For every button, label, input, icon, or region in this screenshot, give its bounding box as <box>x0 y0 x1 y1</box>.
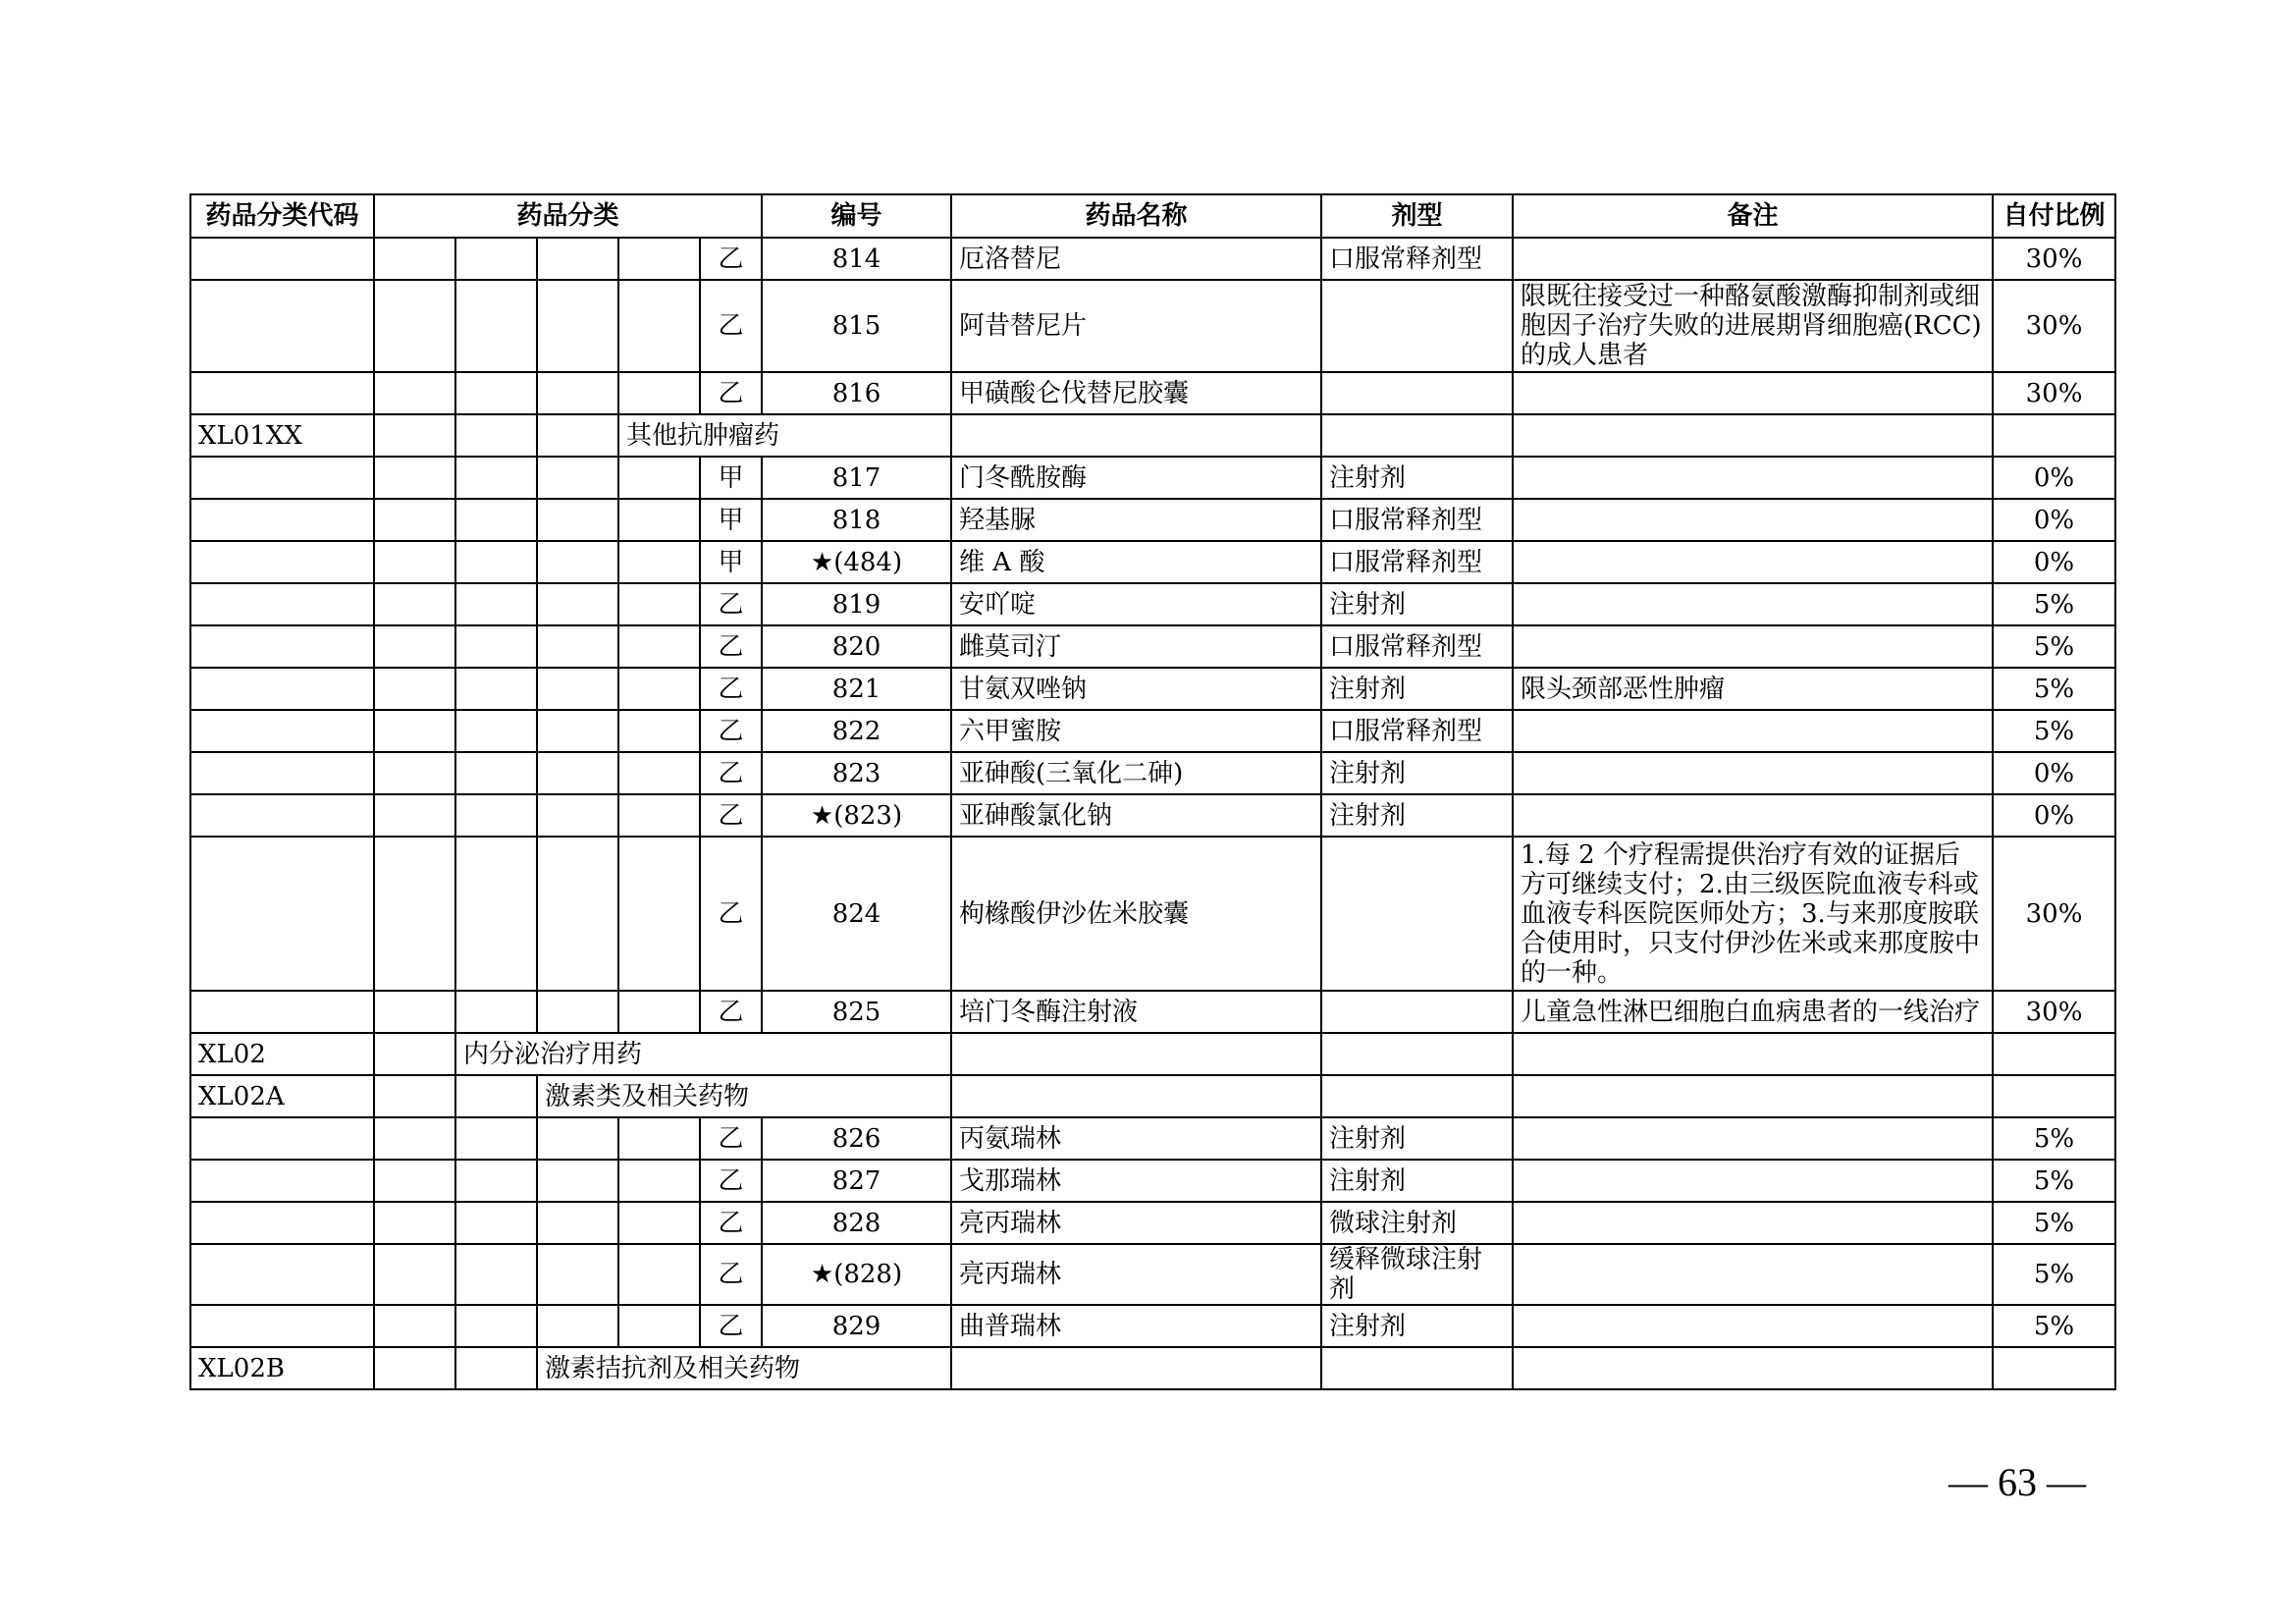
drug-row <box>190 1305 2115 1347</box>
category-code-cell <box>190 1160 374 1202</box>
self-pay-ratio-cell <box>1993 414 2115 457</box>
grade-cell: 乙 <box>700 752 762 794</box>
category-code-cell <box>190 280 374 372</box>
self-pay-ratio-cell: 5% <box>1993 1244 2115 1305</box>
category-level-cell <box>537 1244 618 1305</box>
drug-number-cell: 823 <box>762 752 951 794</box>
drug-name-cell: 羟基脲 <box>951 499 1321 541</box>
category-code-cell <box>190 752 374 794</box>
drug-row <box>190 541 2115 583</box>
category-label-cell: 其他抗肿瘤药 <box>618 414 951 457</box>
category-level-cell <box>374 1347 455 1389</box>
note-cell <box>1513 1244 1993 1305</box>
note-cell <box>1513 238 1993 280</box>
dosage-form-cell <box>1321 414 1513 457</box>
dosage-form-cell: 注射剂 <box>1321 794 1513 837</box>
dosage-form-cell <box>1321 837 1513 991</box>
category-level-cell <box>618 238 700 280</box>
self-pay-ratio-cell: 0% <box>1993 541 2115 583</box>
category-level-cell <box>618 752 700 794</box>
self-pay-ratio-cell: 5% <box>1993 625 2115 668</box>
category-level-cell <box>374 583 455 625</box>
self-pay-ratio-cell: 30% <box>1993 837 2115 991</box>
drug-number-cell: ★(823) <box>762 794 951 837</box>
category-code-cell <box>190 457 374 499</box>
self-pay-ratio-cell: 0% <box>1993 499 2115 541</box>
category-level-cell <box>537 1160 618 1202</box>
category-level-cell <box>374 372 455 414</box>
self-pay-ratio-cell: 5% <box>1993 1117 2115 1160</box>
note-cell <box>1513 794 1993 837</box>
grade-cell: 甲 <box>700 541 762 583</box>
dosage-form-cell: 注射剂 <box>1321 457 1513 499</box>
category-level-cell <box>618 1160 700 1202</box>
category-code-cell <box>190 238 374 280</box>
self-pay-ratio-cell: 5% <box>1993 583 2115 625</box>
grade-cell: 甲 <box>700 457 762 499</box>
category-level-cell <box>374 1305 455 1347</box>
category-level-cell <box>455 280 537 372</box>
self-pay-ratio-cell: 0% <box>1993 752 2115 794</box>
drug-name-cell: 阿昔替尼片 <box>951 280 1321 372</box>
category-code-cell <box>190 499 374 541</box>
grade-cell: 甲 <box>700 499 762 541</box>
grade-cell: 乙 <box>700 280 762 372</box>
category-code-cell <box>190 794 374 837</box>
grade-cell: 乙 <box>700 238 762 280</box>
drug-name-cell: 亚砷酸氯化钠 <box>951 794 1321 837</box>
category-level-cell <box>618 1202 700 1244</box>
category-level-cell <box>455 991 537 1033</box>
category-level-cell <box>537 752 618 794</box>
drug-row <box>190 837 2115 991</box>
category-level-cell <box>374 499 455 541</box>
note-cell <box>1513 625 1993 668</box>
drug-row <box>190 1202 2115 1244</box>
category-level-cell <box>374 794 455 837</box>
category-code-cell <box>190 710 374 752</box>
category-level-cell <box>374 280 455 372</box>
category-level-cell <box>455 372 537 414</box>
drug-row <box>190 752 2115 794</box>
drug-number-cell: 815 <box>762 280 951 372</box>
dosage-form-cell <box>1321 1033 1513 1075</box>
grade-cell: 乙 <box>700 1202 762 1244</box>
category-level-cell <box>374 837 455 991</box>
note-cell <box>1513 1305 1993 1347</box>
category-level-cell <box>537 414 618 457</box>
category-code-cell: XL01XX <box>190 414 374 457</box>
drug-number-cell: 827 <box>762 1160 951 1202</box>
category-level-cell <box>455 1117 537 1160</box>
category-level-cell <box>537 280 618 372</box>
dosage-form-cell <box>1321 1347 1513 1389</box>
note-cell: 1.每 2 个疗程需提供治疗有效的证据后方可继续支付；2.由三级医院血液专科或血液专科医院医师处方；3.与来那度胺联合使用时，只支付伊沙佐米或来那度胺中的一种。 <box>1513 837 1993 991</box>
self-pay-ratio-cell: 30% <box>1993 238 2115 280</box>
category-level-cell <box>537 625 618 668</box>
dosage-form-cell: 注射剂 <box>1321 1160 1513 1202</box>
note-cell <box>1513 414 1993 457</box>
category-level-cell <box>455 457 537 499</box>
dosage-form-cell: 注射剂 <box>1321 752 1513 794</box>
category-level-cell <box>374 414 455 457</box>
drug-number-cell: 826 <box>762 1117 951 1160</box>
category-level-cell <box>618 499 700 541</box>
drug-name-cell: 雌莫司汀 <box>951 625 1321 668</box>
category-level-cell <box>455 1347 537 1389</box>
drug-number-cell: 822 <box>762 710 951 752</box>
category-label-cell: 激素类及相关药物 <box>537 1075 951 1117</box>
note-cell <box>1513 372 1993 414</box>
note-cell <box>1513 1075 1993 1117</box>
category-level-cell <box>455 752 537 794</box>
category-row <box>190 1347 2115 1389</box>
category-level-cell <box>618 837 700 991</box>
note-cell <box>1513 752 1993 794</box>
category-level-cell <box>374 752 455 794</box>
category-level-cell <box>455 625 537 668</box>
drug-row <box>190 1160 2115 1202</box>
category-level-cell <box>374 457 455 499</box>
category-level-cell <box>537 794 618 837</box>
category-code-cell <box>190 372 374 414</box>
self-pay-ratio-cell <box>1993 1347 2115 1389</box>
category-row <box>190 1033 2115 1075</box>
category-level-cell <box>455 499 537 541</box>
grade-cell: 乙 <box>700 794 762 837</box>
note-cell <box>1513 541 1993 583</box>
category-level-cell <box>618 280 700 372</box>
category-level-cell <box>455 837 537 991</box>
self-pay-ratio-cell: 5% <box>1993 1305 2115 1347</box>
drug-name-cell: 六甲蜜胺 <box>951 710 1321 752</box>
self-pay-ratio-cell: 5% <box>1993 668 2115 710</box>
dosage-form-cell <box>1321 1075 1513 1117</box>
drug-name-cell <box>951 414 1321 457</box>
self-pay-ratio-cell <box>1993 1075 2115 1117</box>
category-level-cell <box>537 710 618 752</box>
dosage-form-cell: 注射剂 <box>1321 668 1513 710</box>
self-pay-ratio-cell: 5% <box>1993 1202 2115 1244</box>
header-note: 备注 <box>1513 194 1993 238</box>
header-dosage: 剂型 <box>1321 194 1513 238</box>
drug-number-cell: 818 <box>762 499 951 541</box>
dosage-form-cell <box>1321 991 1513 1033</box>
category-level-cell <box>537 991 618 1033</box>
drug-row <box>190 991 2115 1033</box>
grade-cell: 乙 <box>700 1160 762 1202</box>
category-level-cell <box>455 414 537 457</box>
self-pay-ratio-cell: 0% <box>1993 794 2115 837</box>
dosage-form-cell: 微球注射剂 <box>1321 1202 1513 1244</box>
category-level-cell <box>618 583 700 625</box>
grade-cell: 乙 <box>700 1117 762 1160</box>
drug-row <box>190 794 2115 837</box>
drug-row <box>190 625 2115 668</box>
category-level-cell <box>618 625 700 668</box>
drug-name-cell: 丙氨瑞林 <box>951 1117 1321 1160</box>
dosage-form-cell: 口服常释剂型 <box>1321 541 1513 583</box>
category-level-cell <box>537 668 618 710</box>
category-level-cell <box>537 1305 618 1347</box>
dosage-form-cell: 口服常释剂型 <box>1321 238 1513 280</box>
dosage-form-cell: 口服常释剂型 <box>1321 710 1513 752</box>
category-level-cell <box>455 794 537 837</box>
category-level-cell <box>455 1202 537 1244</box>
category-level-cell <box>618 668 700 710</box>
note-cell <box>1513 1033 1993 1075</box>
category-level-cell <box>374 1202 455 1244</box>
dosage-form-cell <box>1321 372 1513 414</box>
self-pay-ratio-cell: 5% <box>1993 1160 2115 1202</box>
drug-number-cell: 828 <box>762 1202 951 1244</box>
header-name: 药品名称 <box>951 194 1321 238</box>
category-level-cell <box>618 1305 700 1347</box>
drug-number-cell: 829 <box>762 1305 951 1347</box>
self-pay-ratio-cell: 5% <box>1993 710 2115 752</box>
category-level-cell <box>455 1305 537 1347</box>
grade-cell: 乙 <box>700 372 762 414</box>
category-code-cell <box>190 837 374 991</box>
drug-row <box>190 1244 2115 1305</box>
drug-name-cell: 甲磺酸仑伐替尼胶囊 <box>951 372 1321 414</box>
category-code-cell <box>190 1202 374 1244</box>
category-level-cell <box>618 1117 700 1160</box>
drug-number-cell: 821 <box>762 668 951 710</box>
drug-list-table <box>189 193 2116 1390</box>
category-code-cell <box>190 541 374 583</box>
note-cell <box>1513 1160 1993 1202</box>
drug-name-cell: 曲普瑞林 <box>951 1305 1321 1347</box>
header-code: 药品分类代码 <box>190 194 374 238</box>
category-level-cell <box>537 583 618 625</box>
note-cell <box>1513 1117 1993 1160</box>
dosage-form-cell: 口服常释剂型 <box>1321 499 1513 541</box>
drug-number-cell: 820 <box>762 625 951 668</box>
dosage-form-cell <box>1321 280 1513 372</box>
category-code-cell <box>190 583 374 625</box>
category-level-cell <box>455 541 537 583</box>
category-level-cell <box>374 1244 455 1305</box>
category-level-cell <box>455 1244 537 1305</box>
page-number: — 63 — <box>1949 1460 2086 1504</box>
category-level-cell <box>455 238 537 280</box>
category-level-cell <box>374 1075 455 1117</box>
dosage-form-cell: 口服常释剂型 <box>1321 625 1513 668</box>
category-level-cell <box>455 1075 537 1117</box>
drug-row <box>190 499 2115 541</box>
grade-cell: 乙 <box>700 710 762 752</box>
category-level-cell <box>537 238 618 280</box>
self-pay-ratio-cell: 30% <box>1993 372 2115 414</box>
category-level-cell <box>537 837 618 991</box>
header-ratio: 自付比例 <box>1993 194 2115 238</box>
grade-cell: 乙 <box>700 583 762 625</box>
category-code-cell <box>190 668 374 710</box>
category-level-cell <box>537 499 618 541</box>
category-level-cell <box>618 794 700 837</box>
category-level-cell <box>618 1244 700 1305</box>
category-level-cell <box>537 1117 618 1160</box>
drug-name-cell: 甘氨双唑钠 <box>951 668 1321 710</box>
category-level-cell <box>537 457 618 499</box>
grade-cell: 乙 <box>700 1244 762 1305</box>
self-pay-ratio-cell: 30% <box>1993 991 2115 1033</box>
drug-row <box>190 372 2115 414</box>
drug-number-cell: ★(484) <box>762 541 951 583</box>
drug-name-cell <box>951 1347 1321 1389</box>
grade-cell: 乙 <box>700 1305 762 1347</box>
drug-name-cell: 安吖啶 <box>951 583 1321 625</box>
drug-row <box>190 583 2115 625</box>
category-level-cell <box>374 238 455 280</box>
note-cell <box>1513 583 1993 625</box>
grade-cell: 乙 <box>700 668 762 710</box>
category-level-cell <box>618 710 700 752</box>
note-cell: 限头颈部恶性肿瘤 <box>1513 668 1993 710</box>
category-level-cell <box>537 372 618 414</box>
grade-cell: 乙 <box>700 991 762 1033</box>
drug-number-cell: 814 <box>762 238 951 280</box>
dosage-form-cell: 缓释微球注射剂 <box>1321 1244 1513 1305</box>
category-level-cell <box>374 625 455 668</box>
category-code-cell <box>190 1305 374 1347</box>
category-row <box>190 1075 2115 1117</box>
drug-name-cell: 维 A 酸 <box>951 541 1321 583</box>
category-code-cell: XL02 <box>190 1033 374 1075</box>
category-level-cell <box>618 991 700 1033</box>
note-cell <box>1513 457 1993 499</box>
drug-name-cell: 枸橼酸伊沙佐米胶囊 <box>951 837 1321 991</box>
drug-row <box>190 238 2115 280</box>
drug-row <box>190 710 2115 752</box>
category-code-cell: XL02B <box>190 1347 374 1389</box>
note-cell <box>1513 1202 1993 1244</box>
note-cell: 限既往接受过一种酪氨酸激酶抑制剂或细胞因子治疗失败的进展期肾细胞癌(RCC)的成人患者 <box>1513 280 1993 372</box>
grade-cell: 乙 <box>700 837 762 991</box>
category-level-cell <box>455 710 537 752</box>
category-label-cell: 激素拮抗剂及相关药物 <box>537 1347 951 1389</box>
drug-name-cell: 培门冬酶注射液 <box>951 991 1321 1033</box>
table-header-row <box>190 194 2115 238</box>
category-level-cell <box>618 372 700 414</box>
category-level-cell <box>374 710 455 752</box>
note-cell <box>1513 1347 1993 1389</box>
category-level-cell <box>374 1033 455 1075</box>
drug-name-cell <box>951 1033 1321 1075</box>
note-cell <box>1513 710 1993 752</box>
self-pay-ratio-cell: 30% <box>1993 280 2115 372</box>
drug-row <box>190 1117 2115 1160</box>
category-level-cell <box>455 1160 537 1202</box>
category-level-cell <box>374 991 455 1033</box>
category-level-cell <box>537 1202 618 1244</box>
category-level-cell <box>455 583 537 625</box>
drug-number-cell: 824 <box>762 837 951 991</box>
drug-row <box>190 280 2115 372</box>
category-label-cell: 内分泌治疗用药 <box>455 1033 951 1075</box>
category-code-cell <box>190 991 374 1033</box>
category-code-cell <box>190 1244 374 1305</box>
drug-name-cell: 亚砷酸(三氧化二砷) <box>951 752 1321 794</box>
header-number: 编号 <box>762 194 951 238</box>
category-level-cell <box>537 541 618 583</box>
category-code-cell <box>190 1117 374 1160</box>
drug-number-cell: 817 <box>762 457 951 499</box>
category-row <box>190 414 2115 457</box>
category-level-cell <box>374 1160 455 1202</box>
drug-number-cell: 825 <box>762 991 951 1033</box>
dosage-form-cell: 注射剂 <box>1321 1305 1513 1347</box>
drug-number-cell: ★(828) <box>762 1244 951 1305</box>
category-level-cell <box>618 541 700 583</box>
category-level-cell <box>618 457 700 499</box>
category-code-cell: XL02A <box>190 1075 374 1117</box>
category-level-cell <box>455 668 537 710</box>
drug-row <box>190 457 2115 499</box>
category-code-cell <box>190 625 374 668</box>
category-level-cell <box>374 668 455 710</box>
drug-row <box>190 668 2115 710</box>
drug-number-cell: 819 <box>762 583 951 625</box>
category-level-cell <box>374 1117 455 1160</box>
note-cell: 儿童急性淋巴细胞白血病患者的一线治疗 <box>1513 991 1993 1033</box>
grade-cell: 乙 <box>700 625 762 668</box>
drug-name-cell: 戈那瑞林 <box>951 1160 1321 1202</box>
category-level-cell <box>374 541 455 583</box>
drug-name-cell: 厄洛替尼 <box>951 238 1321 280</box>
drug-name-cell: 门冬酰胺酶 <box>951 457 1321 499</box>
table-body <box>190 238 2115 1389</box>
drug-number-cell: 816 <box>762 372 951 414</box>
drug-name-cell <box>951 1075 1321 1117</box>
dosage-form-cell: 注射剂 <box>1321 1117 1513 1160</box>
self-pay-ratio-cell: 0% <box>1993 457 2115 499</box>
drug-name-cell: 亮丙瑞林 <box>951 1244 1321 1305</box>
header-category: 药品分类 <box>374 194 762 238</box>
drug-name-cell: 亮丙瑞林 <box>951 1202 1321 1244</box>
self-pay-ratio-cell <box>1993 1033 2115 1075</box>
dosage-form-cell: 注射剂 <box>1321 583 1513 625</box>
note-cell <box>1513 499 1993 541</box>
